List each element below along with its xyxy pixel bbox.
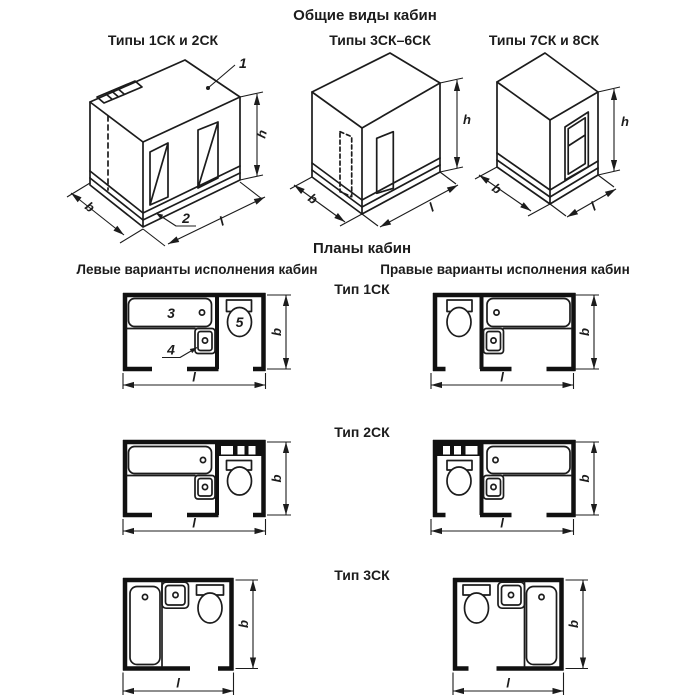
toilet-bowl (228, 467, 252, 495)
fixtures (127, 299, 251, 354)
dim-label-l: l (216, 213, 227, 229)
plan-1sk-left (100, 285, 300, 400)
title-general-views: Общие виды кабин (293, 7, 437, 24)
dim-label-h: h (253, 128, 270, 140)
dim-label-h: h (463, 112, 471, 127)
dim-label-l: l (176, 675, 180, 691)
iso-label-2: Типы 3СК–6СК (329, 32, 431, 48)
door-opening-dashed (340, 132, 352, 197)
callout-base: 2 (182, 210, 190, 226)
dim-label-b: b (577, 328, 592, 336)
bathtub (129, 447, 212, 474)
fixtures (130, 582, 224, 667)
dim-label-l: l (192, 515, 196, 531)
dim-label-l: l (192, 369, 196, 385)
dim-label-b: b (269, 474, 284, 483)
title-plans: Планы кабин (312, 240, 412, 257)
bathtub (487, 447, 570, 474)
toilet-bowl (447, 308, 471, 337)
room-mirrored (433, 440, 576, 517)
walls (123, 578, 234, 671)
row-label-2sk: Тип 2СК (334, 424, 390, 440)
dim-label-b: b (577, 474, 592, 483)
iso-label-1: Типы 1СК и 2СК (107, 32, 219, 48)
dim-label-l: l (500, 515, 504, 531)
iso-view-types-7sk-8sk (470, 50, 655, 230)
column-header-left: Левые варианты исполнения кабин (76, 262, 318, 277)
vent-duct-block (215, 440, 266, 456)
cabin-box (90, 60, 240, 227)
callout-roof-panel: 1 (239, 55, 247, 71)
dim-label-b: b (82, 198, 98, 216)
bathtub (130, 587, 160, 665)
dim-label-h: h (621, 114, 629, 129)
dim-label-b: b (236, 620, 251, 628)
bath-drain (199, 310, 204, 315)
room-mirrored (453, 578, 564, 671)
callout-washbasin: 4 (167, 341, 175, 358)
plan-3sk-right (430, 555, 610, 700)
dim-label-l: l (426, 199, 437, 215)
dim-label-b: b (489, 180, 505, 198)
iso-label-3: Типы 7СК и 8СК (488, 32, 600, 48)
plan-2sk-right (408, 410, 608, 540)
dim-label-b: b (269, 328, 284, 336)
iso-view-types-3sk-6sk (285, 50, 470, 235)
cabin-box (312, 53, 440, 214)
door-frame-inner (568, 118, 585, 174)
toilet-bowl (198, 593, 222, 623)
callout-2-leader (156, 213, 196, 226)
row-label-1sk: Тип 1СК (334, 281, 390, 297)
plan-2sk-left (100, 410, 300, 540)
toilet-bowl (465, 593, 489, 623)
plan-1sk-right (408, 285, 608, 400)
dimension-lines (67, 65, 265, 246)
dim-label-b: b (566, 620, 581, 628)
dim-label-l: l (500, 369, 504, 385)
callout-toilet: 5 (235, 314, 244, 330)
cabin-box (497, 53, 598, 204)
room-mirrored (433, 293, 576, 371)
callout-bath: 3 (167, 305, 175, 321)
plan-3sk-left (100, 555, 280, 700)
toilet-bowl (447, 467, 471, 495)
bathtub (527, 587, 557, 665)
row-label-3sk: Тип 3СК (334, 567, 390, 583)
iso-view-types-1sk-2sk (55, 50, 275, 250)
column-header-right: Правые варианты исполнения кабин (380, 262, 630, 277)
dim-label-l: l (506, 675, 510, 691)
dim-label-b: b (305, 190, 321, 208)
roof-vent-grille (97, 81, 142, 103)
dim-label-l: l (588, 198, 599, 214)
door-opening-1 (150, 143, 168, 205)
